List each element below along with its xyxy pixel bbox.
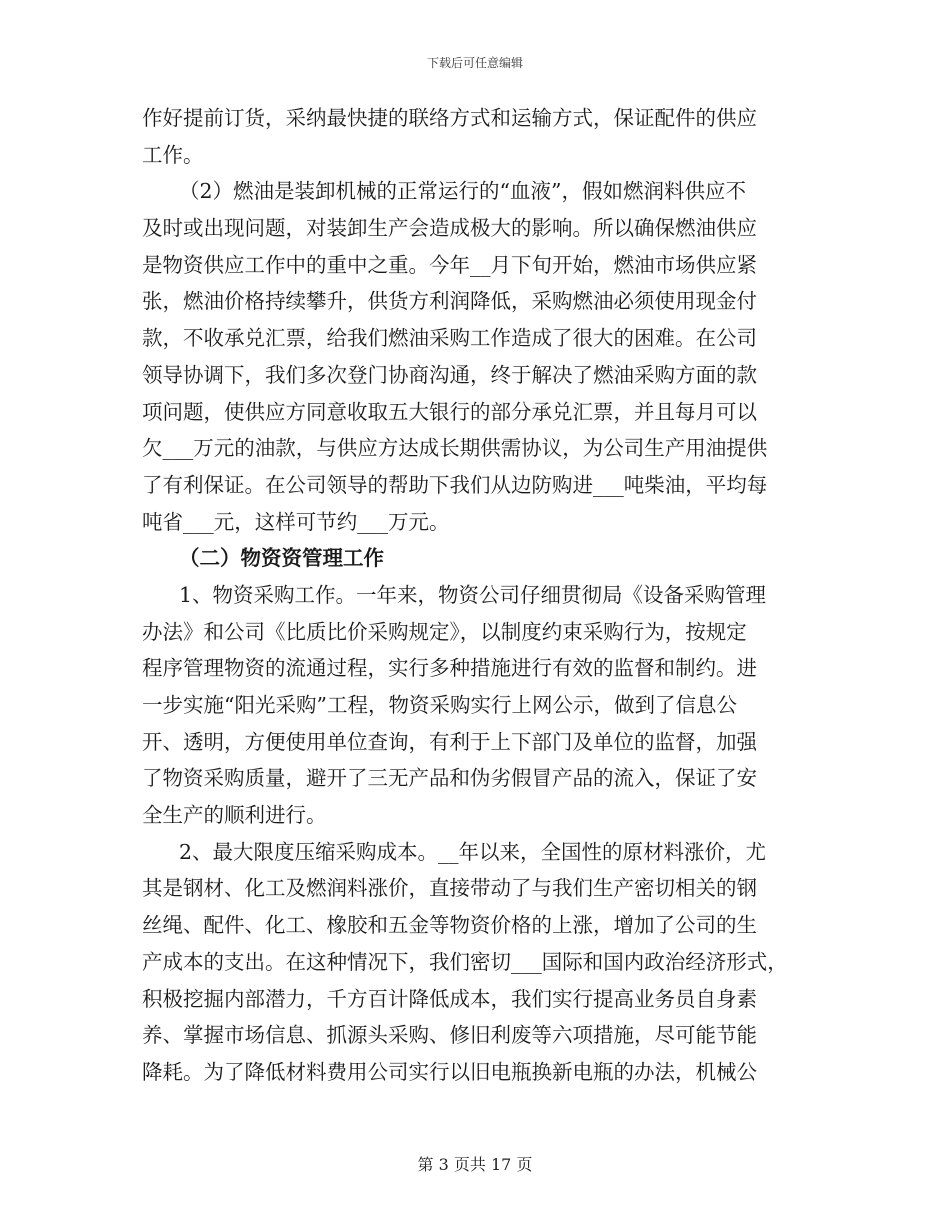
paragraph-line: 工作。: [142, 142, 204, 167]
paragraph-line: 欠___万元的油款，与供应方达成长期供需协议，为公司生产用油提供: [142, 436, 768, 461]
paragraph-line: 项问题，使供应方同意收取五大银行的部分承兑汇票，并且每月可以: [142, 399, 757, 424]
paragraph-line: 作好提前订货，采纳最快捷的联络方式和运输方式，保证配件的供应: [142, 106, 757, 130]
paragraph-line: 吨省___元，这样可节约___万元。: [142, 509, 450, 534]
paragraph-line: 及时或出现问题，对装卸生产会造成极大的影响。所以确保燃油供应: [142, 216, 757, 241]
page-footer: 第 3 页共 17 页: [417, 1155, 533, 1174]
page-header: 下载后可任意编辑: [426, 56, 523, 70]
paragraph-line: 程序管理物资的流通过程，实行多种措施进行有效的监督和制约。进: [142, 656, 757, 681]
paragraph-line: 是物资供应工作中的重中之重。今年__月下旬开始，燃油市场供应紧: [142, 252, 757, 277]
paragraph-line: 2、最大限度压缩采购成本。__年以来，全国性的原材料涨价，尤: [179, 839, 767, 864]
paragraph-line: 积极挖掘内部潜力，千方百计降低成本，我们实行提高业务员自身素: [142, 986, 757, 1011]
paragraph-line: 降耗。为了降低材料费用公司实行以旧电瓶换新电瓶的办法，机械公: [142, 1059, 757, 1084]
paragraph-line: （2）燃油是装卸机械的正常运行的“血液”，假如燃润料供应不: [179, 179, 747, 204]
paragraph-line: 款，不收承兑汇票，给我们燃油采购工作造成了很大的困难。在公司: [142, 326, 757, 351]
paragraph-line: 了有利保证。在公司领导的帮助下我们从边防购进___吨柴油，平均每: [142, 472, 768, 497]
paragraph-line: 1、物资采购工作。一年来，物资公司仔细贯彻局《设备采购管理: [179, 582, 767, 607]
paragraph-line: 开、透明，方便使用单位查询，有利于上下部门及单位的监督，加强: [142, 729, 757, 754]
section-heading: （二）物资资管理工作: [179, 546, 384, 571]
paragraph-line: 了物资采购质量，避开了三无产品和伪劣假冒产品的流入，保证了安: [142, 766, 757, 791]
paragraph-line: 全生产的顺利进行。: [142, 803, 327, 828]
document-body: [142, 100, 808, 1091]
paragraph-line: 张，燃油价格持续攀升，供货方利润降低，采购燃油必须使用现金付: [142, 289, 757, 314]
paragraph-line: 一步实施“阳光采购”工程，物资采购实行上网公示，做到了信息公: [142, 693, 737, 717]
paragraph-line: 养、掌握市场信息、抓源头采购、修旧利废等六项措施，尽可能节能: [142, 1023, 757, 1048]
paragraph-line: 办法》和公司《比质比价采购规定》，以制度约束采购行为，按规定: [142, 619, 747, 644]
paragraph-line: 其是钢材、化工及燃润料涨价，直接带动了与我们生产密切相关的钢: [142, 876, 757, 901]
paragraph-line: 丝绳、配件、化工、橡胶和五金等物资价格的上涨，增加了公司的生: [142, 913, 757, 938]
paragraph-line: 领导协调下，我们多次登门协商沟通，终于解决了燃油采购方面的款: [142, 362, 757, 387]
paragraph-line: 产成本的支出。在这种情况下，我们密切___国际和国内政治经济形式，: [142, 949, 788, 974]
